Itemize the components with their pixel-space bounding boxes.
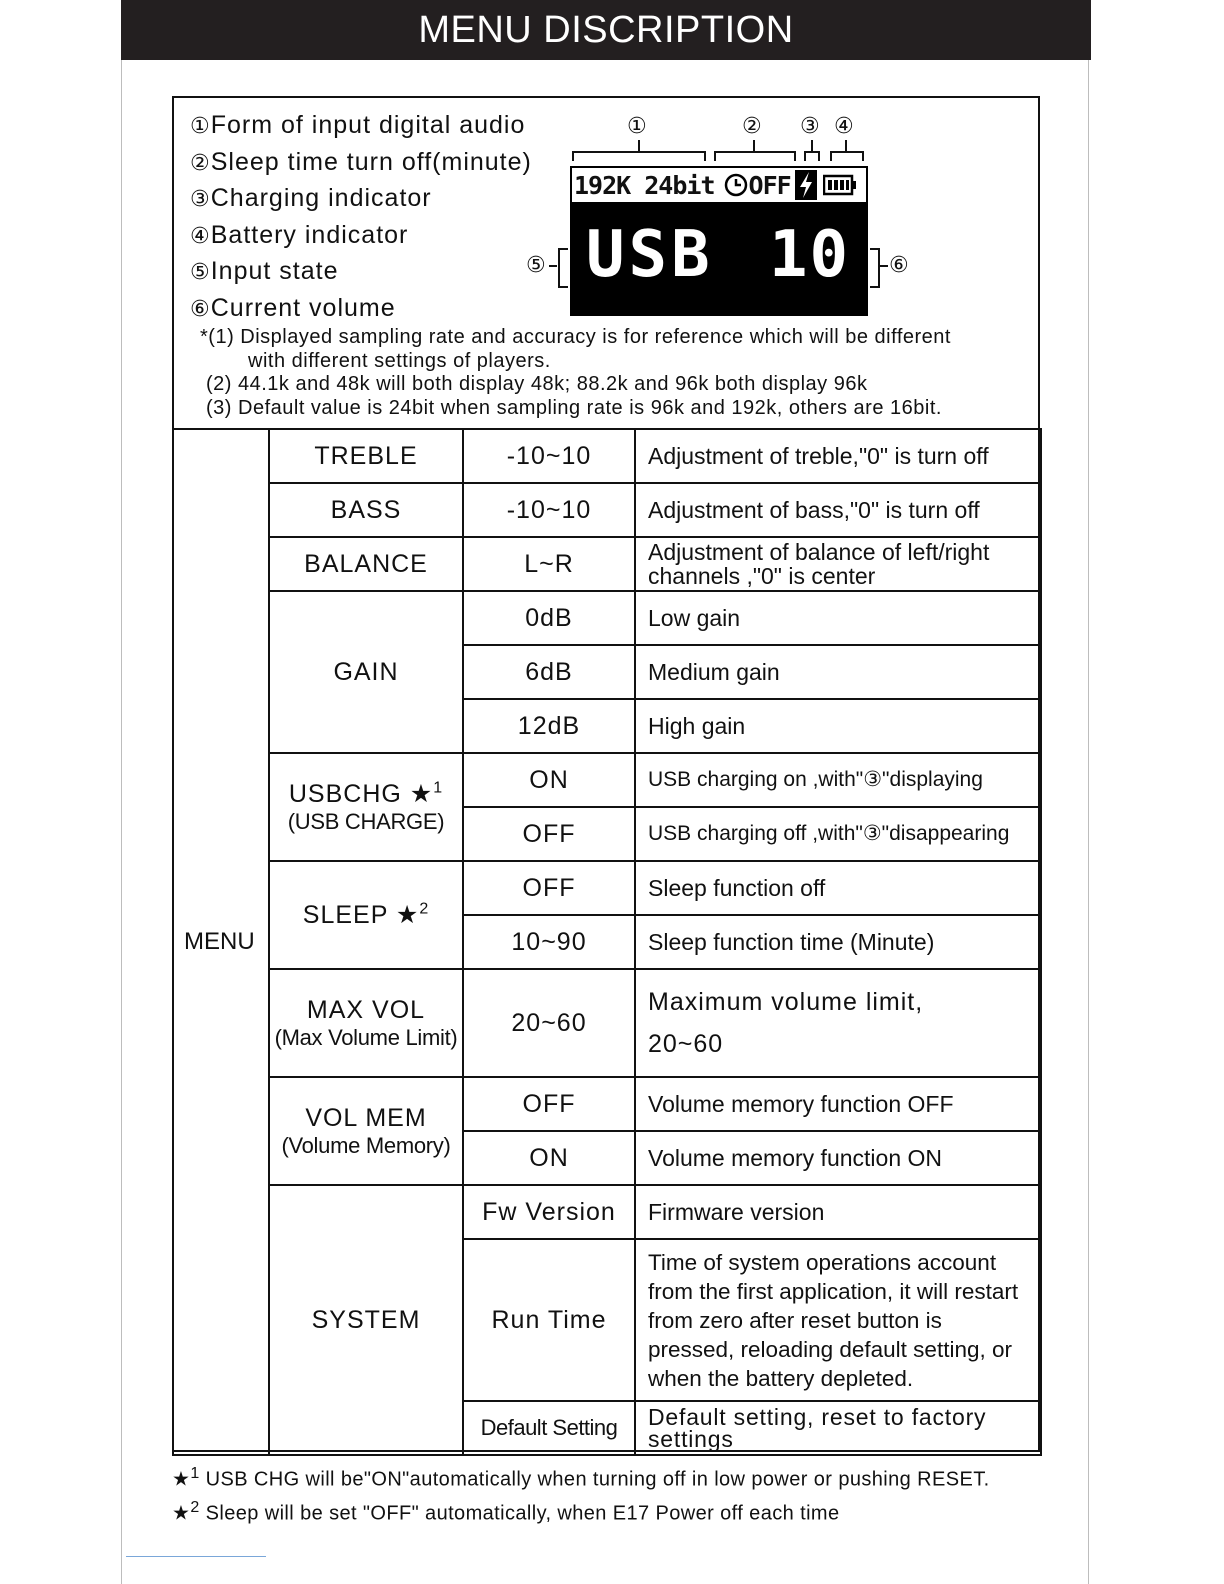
param-usbchg — [269, 753, 463, 861]
callout-1: ① — [627, 114, 647, 139]
param-name: MAX VOL — [306, 995, 426, 1024]
value-cell: 10~90 — [463, 915, 635, 969]
table-row — [173, 753, 1041, 807]
lcd-input-state: USB — [586, 218, 714, 292]
legend-item — [190, 108, 532, 145]
callout-5: ⑤ — [526, 253, 546, 278]
param-treble: TREBLE — [269, 429, 463, 483]
table-row — [173, 861, 1041, 915]
charging-icon — [795, 170, 817, 200]
desc-cell: Medium gain — [635, 645, 1041, 699]
table-row — [173, 969, 1041, 1077]
star-icon: ★ — [172, 1466, 191, 1491]
star-icon: ★ — [409, 779, 434, 808]
desc-cell: Maximum volume limit, 20~60 — [635, 969, 1041, 1077]
callout-bracket — [870, 248, 880, 288]
table-row — [173, 483, 1041, 537]
value-cell: -10~10 — [463, 483, 635, 537]
param-name: VOL MEM — [305, 1103, 427, 1132]
battery-icon — [823, 174, 857, 196]
footnote-text: USB CHG will be"ON"automatically when turning off in low power or pushing RESET. — [205, 1468, 990, 1491]
legend-item — [190, 291, 532, 328]
param-gain: GAIN — [269, 591, 463, 753]
legend-item — [190, 181, 532, 218]
note-line: (3) Default value is 24bit when sampling rate is 96k and 192k, others are 16bit. — [206, 396, 942, 419]
param-sleep — [269, 861, 463, 969]
table-row — [173, 591, 1041, 645]
desc-cell: High gain — [635, 699, 1041, 753]
value-cell: OFF — [463, 1077, 635, 1131]
value-cell: OFF — [463, 861, 635, 915]
table-row — [173, 537, 1041, 591]
footnote-text: Sleep will be set "OFF" automatically, when E17 Power off each time — [205, 1502, 840, 1525]
table-row — [173, 1077, 1041, 1131]
page-title: MENU DISCRIPTION — [121, 0, 1091, 60]
lcd-status-bar — [570, 166, 868, 204]
note-line: with different settings of players. — [248, 349, 551, 372]
footnotes — [172, 1460, 990, 1527]
param-system: SYSTEM — [269, 1185, 463, 1455]
footnote — [172, 1494, 990, 1528]
footnote-ref: 2 — [419, 900, 430, 918]
desc-cell: USB charging on ,with"③"displaying — [635, 753, 1041, 807]
desc-cell: Low gain — [635, 591, 1041, 645]
star-icon: ★ — [395, 900, 420, 929]
legend — [190, 108, 532, 328]
footnote-ref: 2 — [190, 1498, 200, 1516]
legend-label: Current volume — [210, 293, 396, 322]
legend-item — [190, 254, 532, 291]
footnote-ref: 1 — [190, 1465, 200, 1482]
legend-label: Sleep time turn off(minute) — [210, 147, 532, 176]
callout-4: ④ — [834, 114, 854, 139]
desc-cell: Firmware version — [635, 1185, 1041, 1239]
footnote — [172, 1460, 990, 1494]
desc-cell: Sleep function time (Minute) — [635, 915, 1041, 969]
table-row — [173, 429, 1041, 483]
value-cell: Fw Version — [463, 1185, 635, 1239]
note-line: (2) 44.1k and 48k will both display 48k; 88.2k and 96k both display 96k — [206, 373, 868, 395]
value-cell: 20~60 — [463, 969, 635, 1077]
callout-bracket — [804, 151, 820, 161]
lcd-volume: 10 — [768, 218, 850, 292]
lcd-format: 192K 24bit — [574, 170, 715, 200]
legend-label: Form of input digital audio — [210, 111, 526, 139]
desc-cell: Time of system operations account from the first application, it will restart from zero after reset button is pressed, reloading default setting, or when the battery depleted. — [635, 1239, 1041, 1401]
notes — [200, 326, 951, 420]
star-icon: ★ — [172, 1500, 191, 1525]
menu-label: MENU — [173, 429, 269, 1455]
desc-cell: Volume memory function ON — [635, 1131, 1041, 1185]
value-cell: L~R — [463, 537, 635, 591]
param-subtitle: (Max Volume Limit) — [274, 1024, 458, 1050]
divider — [126, 1556, 266, 1557]
callout-bracket — [572, 151, 706, 161]
lcd-sleep: OFF — [748, 170, 791, 200]
note-line: *(1) Displayed sampling rate and accuracy is for reference which will be different — [200, 326, 951, 348]
value-cell: -10~10 — [463, 429, 635, 483]
desc-cell: Default setting, reset to factory settings — [635, 1401, 1041, 1455]
param-vol-mem — [269, 1077, 463, 1185]
callout-line — [549, 265, 557, 267]
legend-number: ① — [190, 114, 211, 139]
legend-label: Battery indicator — [210, 220, 409, 249]
desc-cell: Adjustment of treble,"0" is turn off — [635, 429, 1041, 483]
value-cell: 0dB — [463, 591, 635, 645]
legend-number: ③ — [190, 187, 211, 213]
lcd-main — [570, 204, 868, 316]
legend-number: ⑥ — [190, 296, 211, 322]
legend-item — [190, 145, 532, 182]
callout-line — [880, 265, 888, 267]
value-cell: 12dB — [463, 699, 635, 753]
param-subtitle: (USB CHARGE) — [287, 809, 445, 834]
callout-2: ② — [742, 114, 762, 139]
callout-bracket — [830, 151, 864, 161]
callout-bracket — [714, 151, 796, 161]
legend-number: ② — [190, 150, 211, 176]
param-bass: BASS — [269, 483, 463, 537]
footnote-ref: 1 — [433, 779, 444, 797]
desc-cell: USB charging off ,with"③"disappearing — [635, 807, 1041, 861]
legend-number: ⑤ — [190, 260, 211, 286]
param-balance: BALANCE — [269, 537, 463, 591]
desc-cell: Sleep function off — [635, 861, 1041, 915]
param-name: USBCHG — [288, 780, 402, 808]
clock-icon — [723, 172, 749, 198]
callout-bracket — [558, 248, 568, 288]
legend-number: ④ — [190, 223, 211, 249]
table-row — [173, 1185, 1041, 1239]
desc-cell: Adjustment of balance of left/right channels ,"0" is center — [635, 537, 1041, 591]
desc-cell: Adjustment of bass,"0" is turn off — [635, 483, 1041, 537]
value-cell: Run Time — [463, 1239, 635, 1401]
menu-table — [172, 428, 1042, 1456]
lcd-display — [570, 166, 868, 316]
value-cell: ON — [463, 1131, 635, 1185]
callout-6: ⑥ — [889, 253, 909, 278]
param-name: SLEEP — [302, 901, 388, 929]
legend-label: Charging indicator — [210, 184, 432, 213]
legend-label: Input state — [210, 257, 339, 286]
legend-item — [190, 218, 532, 255]
param-subtitle: (Volume Memory) — [281, 1132, 451, 1158]
value-cell: 6dB — [463, 645, 635, 699]
value-cell: OFF — [463, 807, 635, 861]
value-cell: Default Setting — [463, 1401, 635, 1455]
callout-3: ③ — [800, 114, 820, 139]
param-max-vol — [269, 969, 463, 1077]
desc-cell: Volume memory function OFF — [635, 1077, 1041, 1131]
value-cell: ON — [463, 753, 635, 807]
